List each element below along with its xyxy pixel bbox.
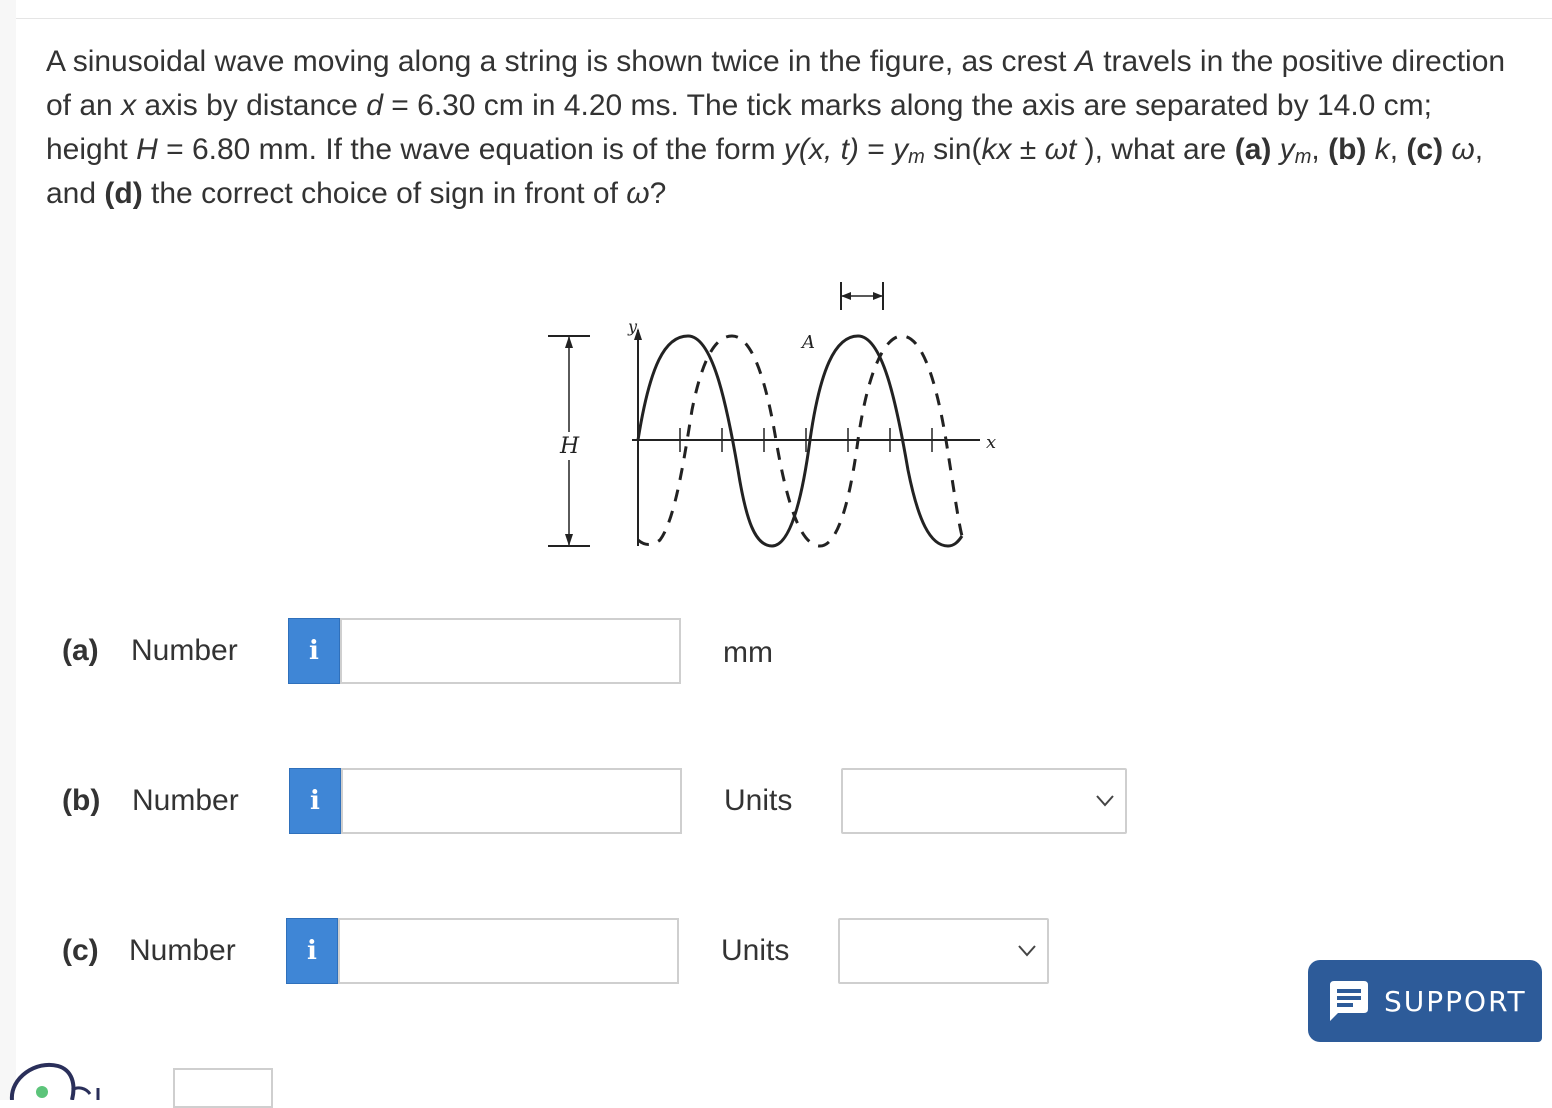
top-divider (16, 18, 1552, 19)
h-down-arrow (565, 534, 573, 546)
part-d-sign-select[interactable] (173, 1068, 273, 1108)
part-c-number-input[interactable] (338, 918, 679, 984)
part-b-number-input[interactable] (341, 768, 682, 834)
wave-figure (540, 270, 1010, 560)
part-a-unit: mm (723, 636, 773, 669)
part-b-info-button[interactable] (289, 768, 341, 834)
h-up-arrow (565, 336, 573, 348)
crest-label: A (802, 332, 815, 353)
chat-avatar[interactable] (6, 1058, 106, 1100)
x-axis-label: x (986, 432, 997, 453)
spacing-left-arrow (841, 292, 851, 300)
support-button[interactable] (1308, 960, 1542, 1042)
avatar-icon (6, 1058, 106, 1100)
part-a-label: (a) (62, 634, 99, 667)
info-icon: i (310, 786, 320, 816)
support-label: SUPPORT (1384, 984, 1527, 1018)
part-b-field-label: Number (132, 784, 239, 817)
question-text: A sinusoidal wave moving along a string is shown twice in the figure, as crest A travels in the positive direction of an x axis by distance d = 6.30 cm in 4.20 ms. The tick marks along the axis are separated by 14.0 cm; height H = 6.80 mm. If the wave equation is of the form y(x, $t) = y_m$ sin(kx ± ωt ), what are (a) $y_m$, (b) k, (c) ω, and (d) the correct choice of sign in front of ω? (46, 45, 1506, 210)
part-b-label: (b) (62, 784, 101, 817)
info-icon: i (309, 636, 319, 666)
part-a-field-label: Number (131, 634, 238, 667)
left-margin-strip (0, 0, 16, 1100)
chevron-down-icon (1095, 794, 1115, 808)
part-c-units-label: Units (721, 934, 790, 967)
part-b-units-label: Units (724, 784, 793, 817)
part-c-label: (c) (62, 934, 99, 967)
y-axis-label: y (628, 317, 638, 336)
wave-diagram (540, 270, 1010, 560)
part-a-info-button[interactable] (288, 618, 340, 684)
spacing-right-arrow (873, 292, 883, 300)
info-icon: i (307, 936, 317, 966)
part-c-field-label: Number (129, 934, 236, 967)
chat-bubble-icon (1328, 981, 1370, 1021)
part-c-info-button[interactable] (286, 918, 338, 984)
part-b-units-select[interactable] (841, 768, 1127, 834)
h-label: H (560, 434, 580, 459)
part-a-number-input[interactable] (340, 618, 681, 684)
part-c-units-select[interactable] (838, 918, 1049, 984)
chevron-down-icon (1017, 944, 1037, 958)
